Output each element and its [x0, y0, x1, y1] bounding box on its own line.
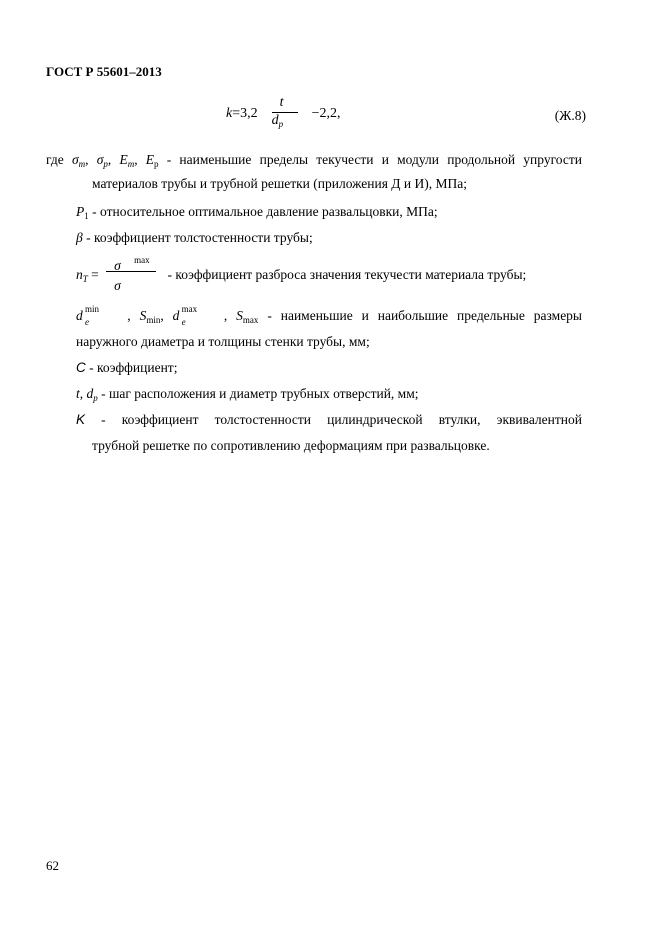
def-K: K - коэффициент толстостенности цилиндрической втулки, эквивалентной [76, 412, 582, 427]
formula-tail: −2,2, [311, 106, 341, 122]
def-beta: β - коэффициент толстостенности трубы; [76, 230, 313, 245]
def-dimensions-continuation: наружного диаметра и толщины стенки трубы, мм; [76, 334, 370, 349]
def-K-continuation: трубной решетке по сопротивлению деформациям при развальцовке. [92, 438, 490, 453]
document-header: ГОСТ Р 55601–2013 [46, 64, 162, 79]
formula-lhs: k [226, 106, 233, 122]
def-C: C - коэффициент; [76, 360, 178, 375]
formula-zh8 [226, 97, 341, 131]
nT-fraction: σ max σ [102, 258, 164, 294]
formula-fraction [258, 97, 312, 131]
def-t-dp: t, $d_p$ - шаг расположения и диаметр трубных отверстий, мм; [76, 386, 419, 403]
formula-eq: = [232, 106, 241, 122]
equation-number: (Ж.8) [554, 108, 586, 123]
page-number: 62 [46, 858, 59, 873]
def-sigma-line: где $\sigma_m$, $\sigma_p$, $E_m$, $E_р$ - наименьшие пределы текучести и модули продольной упругости [46, 152, 582, 169]
formula-denominator: $d_p$ [271, 113, 284, 129]
def-dimensions: d min e , $S_{min}$, d max e , $S_{max}$ - наименьшие и наибольшие предельные размеры [76, 304, 583, 327]
def-p1: $P_1$ - относительное оптимальное давление развальцовки, МПа; [76, 204, 438, 221]
formula-numerator: t [279, 95, 284, 110]
formula-coef: 3,2 [240, 106, 258, 122]
def-nT: $n_T$ = σ max σ - коэффициент разброса значения текучести материала трубы; [76, 255, 527, 293]
def-sigma-continuation: материалов трубы и трубной решетки (приложения Д и И), МПа; [92, 176, 467, 191]
